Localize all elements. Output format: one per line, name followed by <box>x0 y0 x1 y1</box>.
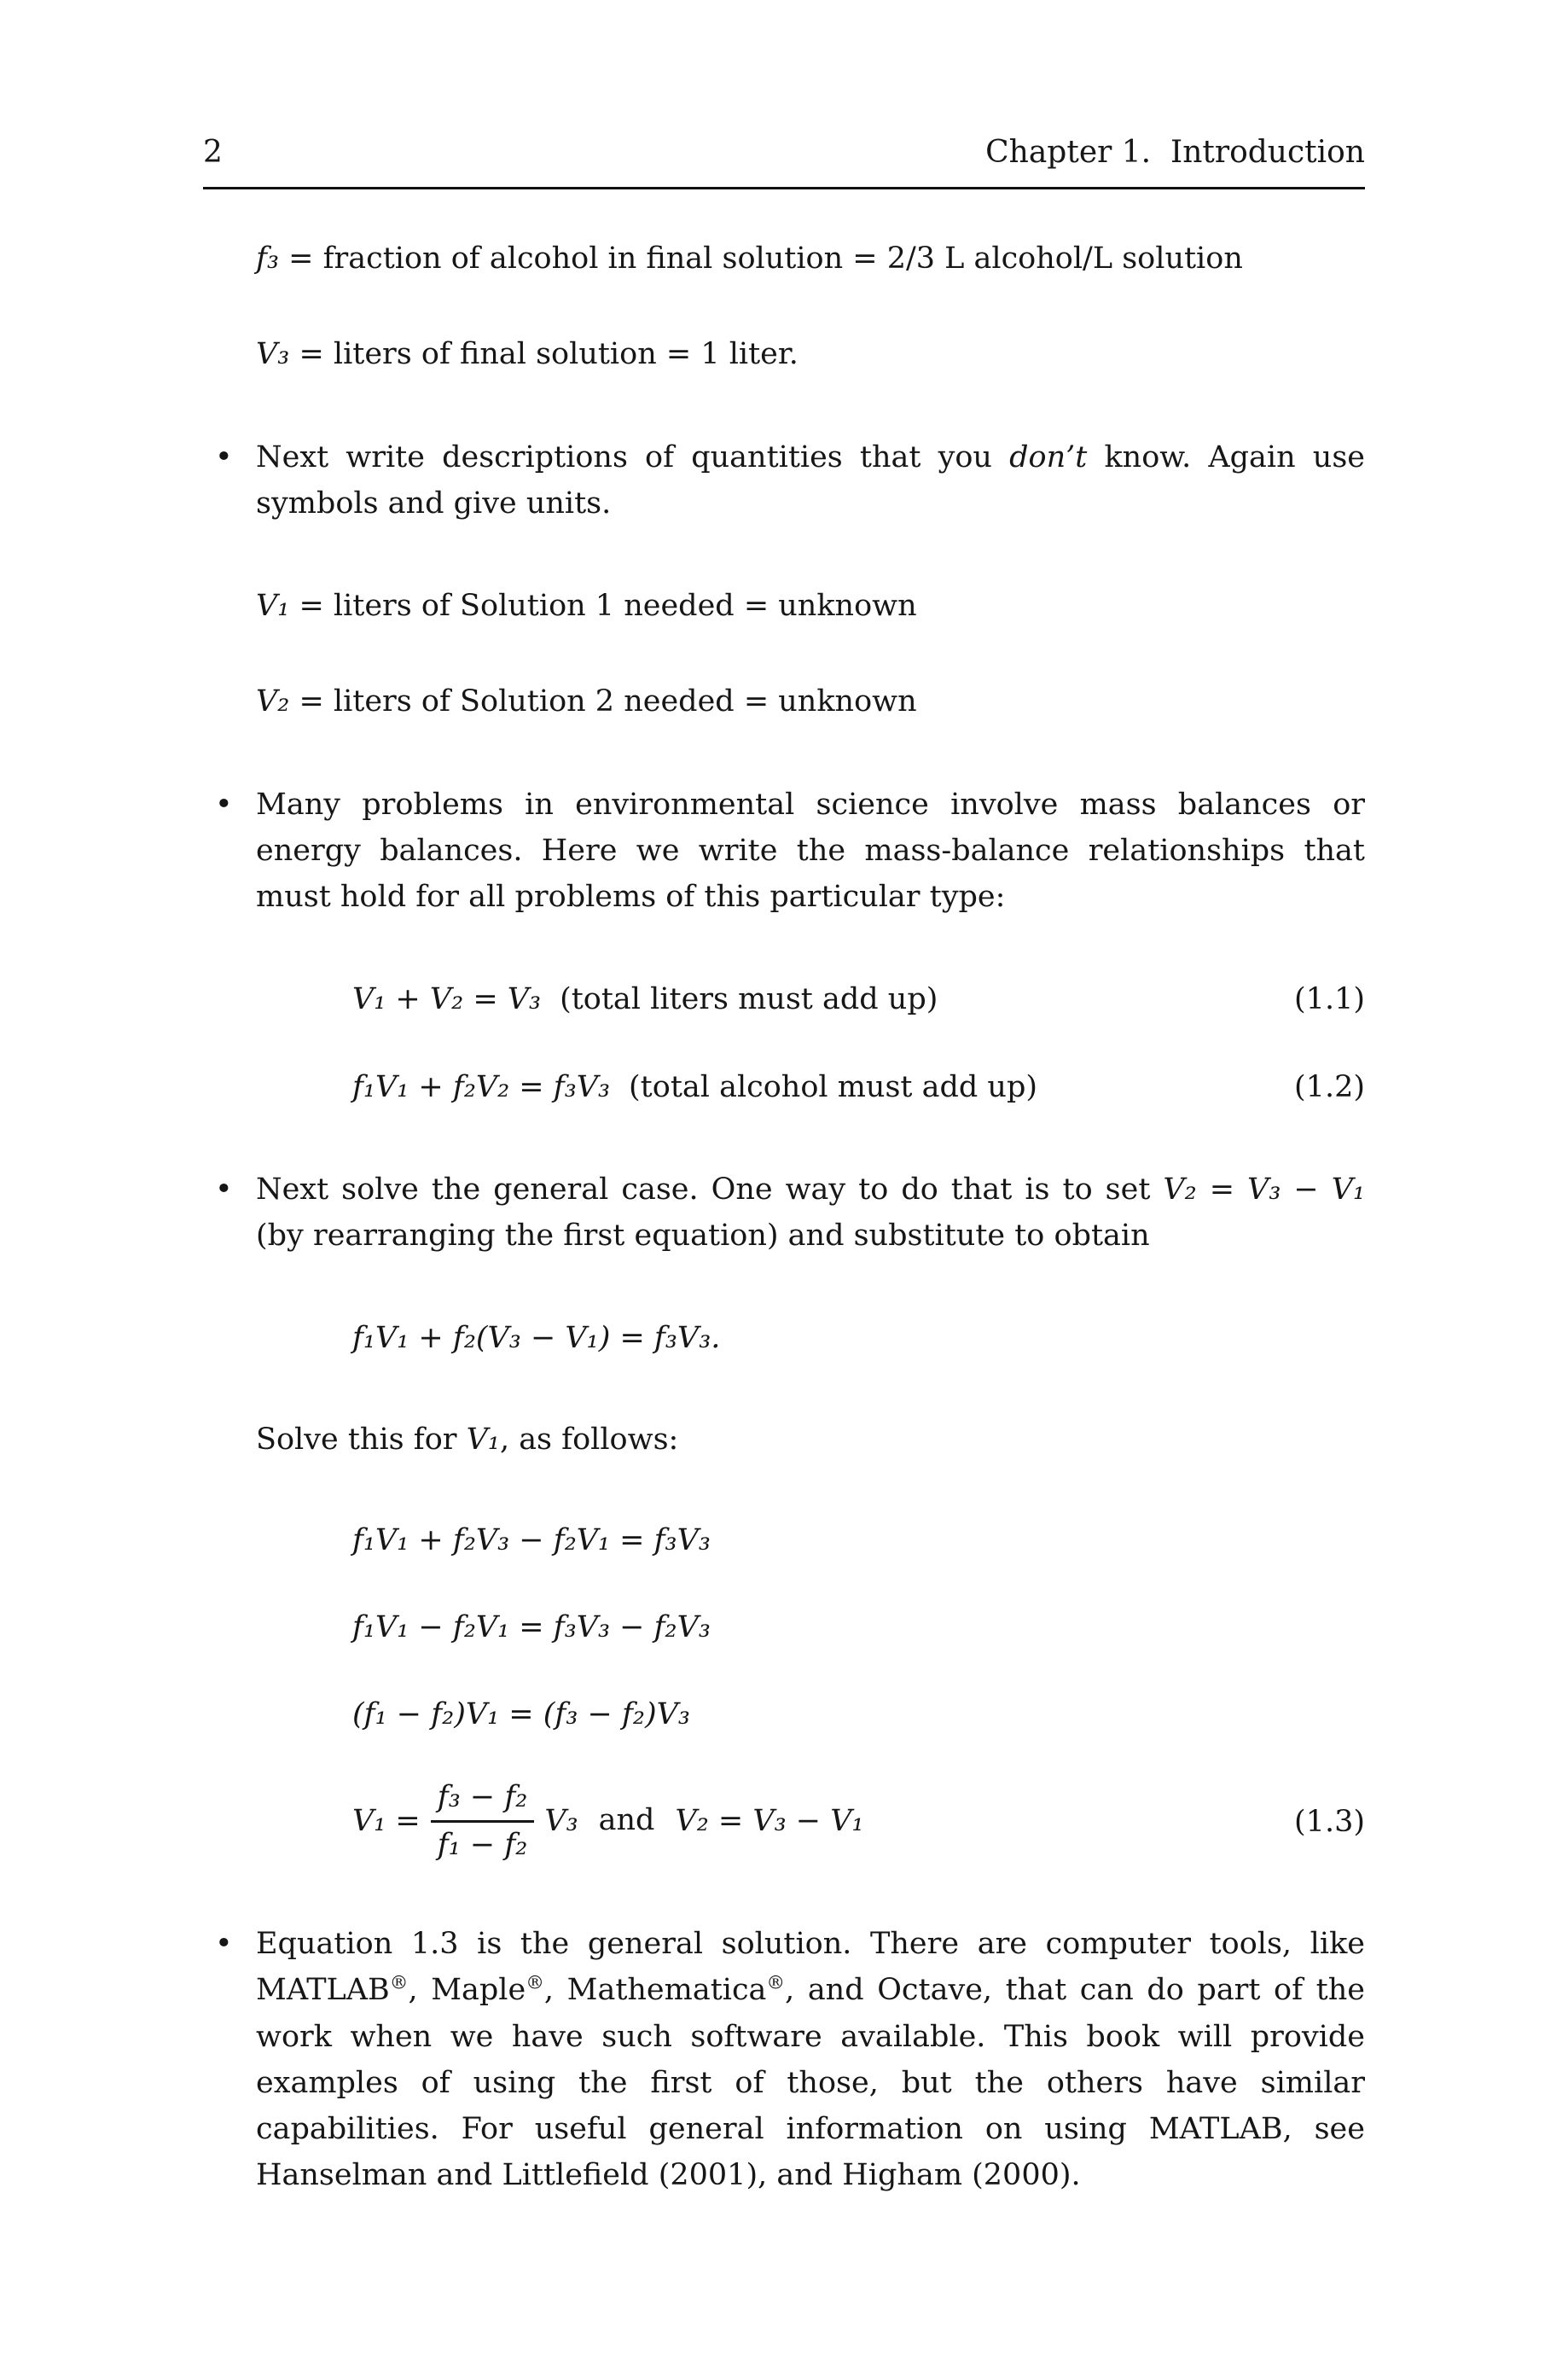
registered-mark-icon: ® <box>526 1972 544 1994</box>
definition-v3-text: = liters of final solution = 1 liter. <box>289 337 799 372</box>
bullet-1-text <box>256 434 1365 527</box>
registered-mark-icon: ® <box>766 1972 786 1994</box>
bullet-1-post: know. Again use symbols and give units. <box>256 439 1365 521</box>
equation-step-2-body <box>352 1604 1365 1650</box>
equation-substituted <box>352 1315 1365 1361</box>
bullet-marker: • <box>215 787 233 822</box>
bullet-4-text-3: , Mathematica <box>543 1973 767 2008</box>
bullet-marker: • <box>215 439 233 474</box>
page-content <box>203 236 1365 2199</box>
equation-step-2 <box>352 1604 1365 1650</box>
equation-step-3 <box>352 1691 1365 1737</box>
math-symbol-v2: V₂ <box>256 684 290 719</box>
equation-substituted-math: f₁V₁ + f₂(V₃ − V₁) = f₃V₃. <box>352 1321 721 1356</box>
equation-1-1-note: (total liters must add up) <box>560 982 938 1017</box>
definition-v1-text: = liters of Solution 1 needed = unknown <box>289 589 917 623</box>
solve-intro <box>256 1417 1365 1463</box>
equation-1-3-lhs: V₁ = <box>352 1803 421 1838</box>
equation-1-2-body <box>352 1064 1277 1110</box>
bullet-2-text: Many problems in environmental science involve mass balances or energy balances. Here we write the mass-balance relationships that must hold for all problems of this particular type: <box>256 787 1365 914</box>
definition-v3 <box>256 331 1365 377</box>
chapter-title: Chapter 1. Introduction <box>985 135 1365 170</box>
equation-step-1 <box>352 1517 1365 1563</box>
equation-1-3-rhs: V₃ <box>544 1803 578 1838</box>
bullet-4-text-4: , and Octave, that can do part of the work when we have such software available. This book will provide examples of using the first of those, but the others have similar capabilities. For useful general information on using MATLAB, see Hanselman and Littlefield (2001), and Higham (2000). <box>256 1973 1365 2193</box>
equation-step-3-math: (f₁ − f₂)V₁ = (f₃ − f₂)V₃ <box>352 1697 690 1732</box>
registered-mark-icon: ® <box>389 1972 409 1994</box>
equation-1-1-number: (1.1) <box>1294 982 1365 1017</box>
bullet-marker: • <box>215 1927 233 1961</box>
equation-1-1-math: V₁ + V₂ = V₃ <box>352 982 542 1017</box>
bullet-item-1 <box>203 434 1365 527</box>
equation-1-1 <box>352 976 1365 1022</box>
bullet-4-text-1: Equation 1.3 is the general solution. There are computer tools, like MATLAB <box>256 1927 1365 2008</box>
bullet-3-pre: Next solve the general case. One way to do that is to set <box>256 1172 1164 1207</box>
definition-v2 <box>256 678 1365 724</box>
bullet-item-2 <box>203 782 1365 921</box>
fraction <box>431 1779 535 1865</box>
solve-intro-pre: Solve this for <box>256 1422 467 1457</box>
definition-f3-text: = fraction of alcohol in final solution = 2/3 L alcohol/L solution <box>279 241 1243 276</box>
math-symbol-f3: f₃ <box>256 241 279 276</box>
equation-substituted-body <box>352 1315 1365 1361</box>
equation-step-1-body <box>352 1517 1365 1563</box>
fraction-denominator: f₁ − f₂ <box>437 1828 528 1863</box>
solve-intro-post: , as follows: <box>499 1422 679 1457</box>
bullet-item-4 <box>203 1921 1365 2199</box>
definition-v1 <box>256 583 1365 629</box>
equation-1-2-math: f₁V₁ + f₂V₂ = f₃V₃ <box>352 1069 611 1104</box>
bullet-3-math: V₂ = V₃ − V₁ <box>1163 1172 1365 1207</box>
equation-1-2 <box>352 1064 1365 1110</box>
equation-1-3-body <box>352 1779 1277 1865</box>
bullet-1-emphasis: don’t <box>1009 439 1088 474</box>
fraction-numerator: f₃ − f₂ <box>431 1779 535 1824</box>
equation-1-3-number: (1.3) <box>1294 1804 1365 1839</box>
equation-step-1-math: f₁V₁ + f₂V₃ − f₂V₁ = f₃V₃ <box>352 1522 711 1557</box>
bullet-4-text <box>256 1921 1365 2199</box>
bullet-3-post: (by rearranging the first equation) and substitute to obtain <box>256 1219 1150 1253</box>
definition-f3 <box>256 236 1365 282</box>
equation-1-3-second: V₂ = V₃ − V₁ <box>675 1803 864 1838</box>
math-symbol-v1: V₁ <box>256 589 290 623</box>
bullet-4-text-2: , Maple <box>408 1973 526 2008</box>
bullet-marker: • <box>215 1172 233 1207</box>
bullet-item-3 <box>203 1167 1365 1260</box>
page-header <box>203 135 1365 189</box>
equation-step-2-math: f₁V₁ − f₂V₁ = f₃V₃ − f₂V₃ <box>352 1610 711 1644</box>
definition-v2-text: = liters of Solution 2 needed = unknown <box>289 684 917 719</box>
equation-1-2-number: (1.2) <box>1294 1069 1365 1104</box>
equation-1-2-note: (total alcohol must add up) <box>629 1069 1038 1104</box>
equation-1-1-body <box>352 976 1277 1022</box>
equation-1-3 <box>352 1779 1365 1865</box>
bullet-3-text <box>256 1167 1365 1260</box>
math-symbol-v3: V₃ <box>256 337 290 372</box>
bullet-1-pre: Next write descriptions of quantities that you <box>256 439 1010 474</box>
equation-step-3-body <box>352 1691 1365 1737</box>
equation-1-3-conjunction: and <box>598 1803 655 1838</box>
page-number: 2 <box>203 135 223 170</box>
solve-intro-math: V₁ <box>466 1422 500 1457</box>
